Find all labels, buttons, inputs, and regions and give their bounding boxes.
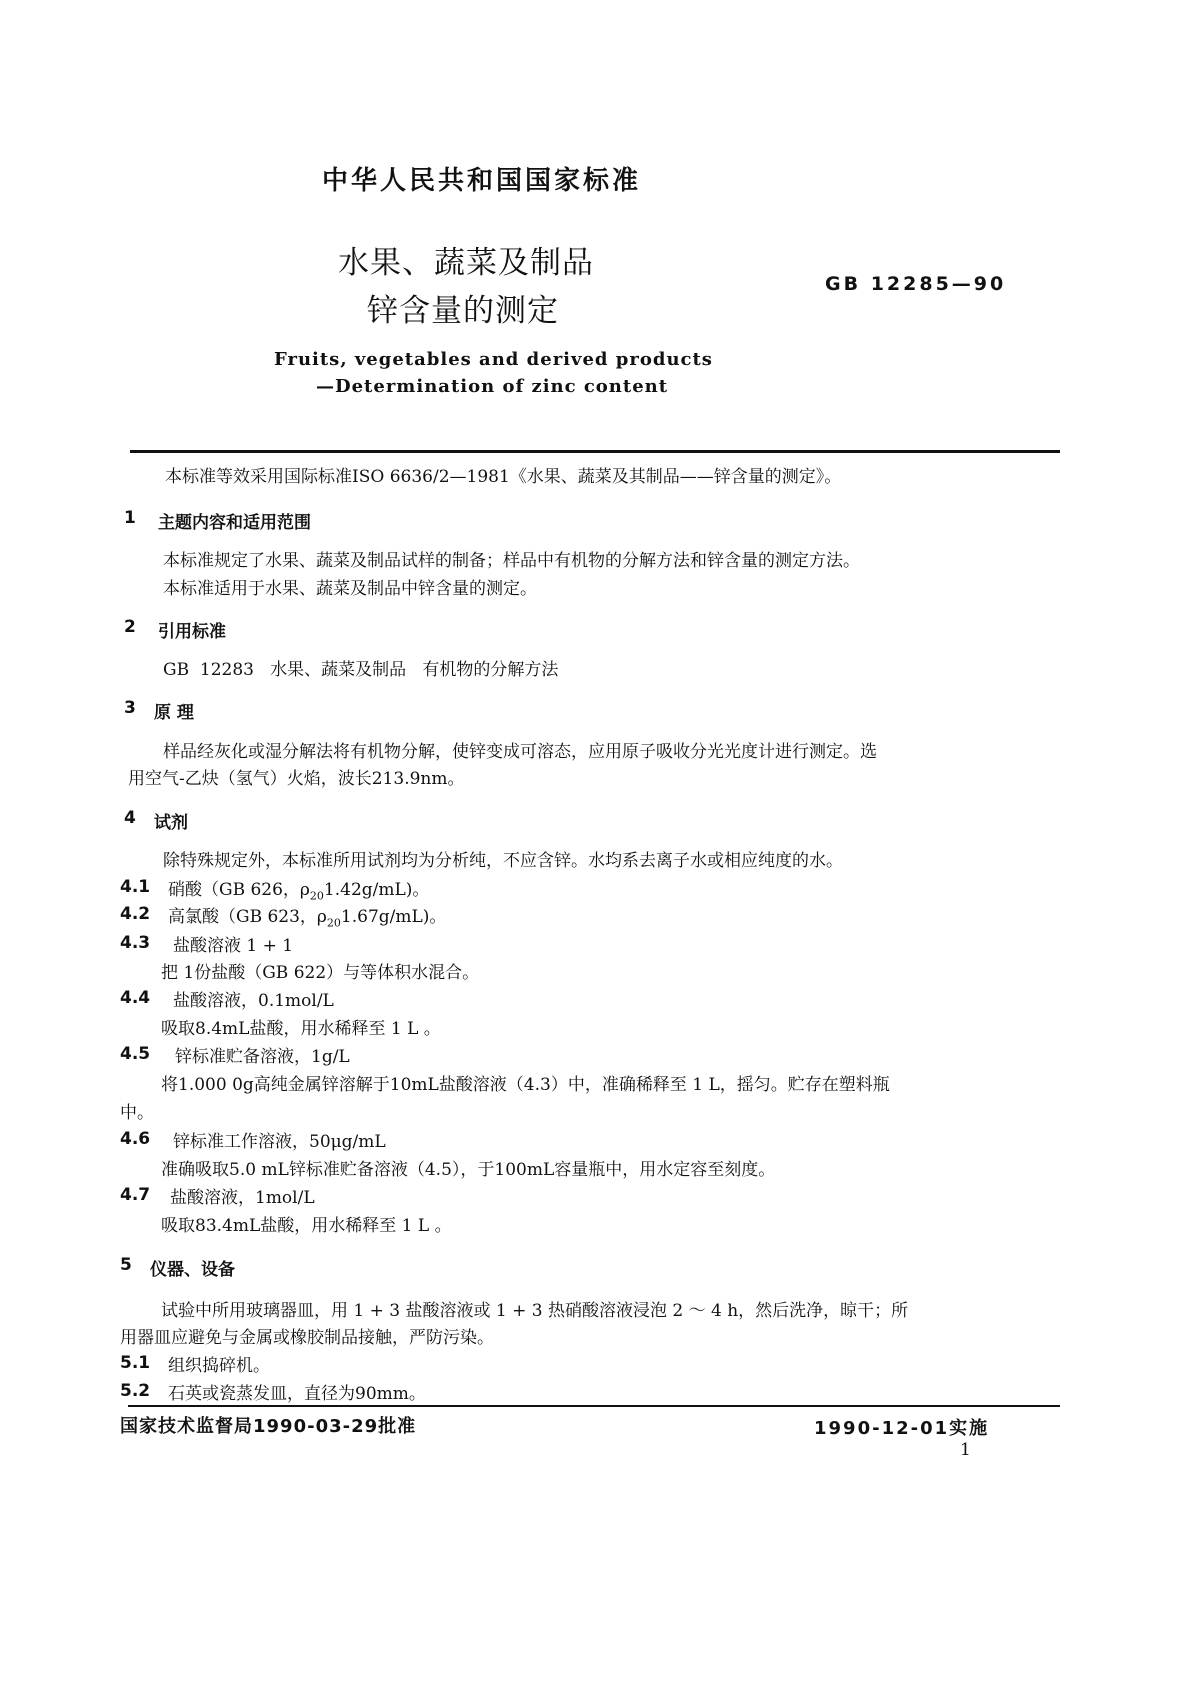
item-4-3-number: 4.3	[120, 933, 151, 953]
section-4-intro: 除特殊规定外，本标准所用试剂均为分析纯，不应含锌。水均系去离子水或相应纯度的水。	[163, 851, 843, 871]
standard-number: GB 12285—90	[825, 273, 1007, 295]
item-4-7-title: 盐酸溶液，1mol/L	[170, 1188, 315, 1208]
item-4-7-number: 4.7	[120, 1185, 151, 1205]
doc-title-line2: 锌含量的测定	[367, 293, 559, 329]
section-3-title: 原 理	[154, 703, 194, 723]
section-2-title: 引用标准	[158, 622, 226, 642]
item-4-4-title: 盐酸溶液，0.1mol/L	[173, 991, 334, 1011]
section-5-paragraph-1: 试验中所用玻璃器皿，用 1 + 3 盐酸溶液或 1 + 3 热硝酸溶液浸泡 2 ～ 4 h，然后洗净，晾干；所	[161, 1301, 909, 1321]
item-4-3-text: 把 1份盐酸（GB 622）与等体积水混合。	[161, 963, 480, 983]
footer-divider	[128, 1405, 1060, 1407]
referenced-standard: GB 12283 水果、蔬菜及制品 有机物的分解方法	[163, 660, 559, 680]
item-4-1-number: 4.1	[120, 877, 151, 897]
item-5-1-number: 5.1	[120, 1353, 151, 1373]
english-title-line2: —Determination of zinc content	[316, 376, 669, 397]
header-divider	[130, 450, 1060, 453]
section-5-title: 仪器、设备	[150, 1260, 235, 1280]
section-1-paragraph-1: 本标准规定了水果、蔬菜及制品试样的制备；样品中有机物的分解方法和锌含量的测定方法。	[163, 551, 860, 571]
item-4-5-text-line2: 中。	[120, 1103, 154, 1123]
item-4-7-text: 吸取83.4mL盐酸，用水稀释至 1 L 。	[161, 1216, 452, 1236]
section-3-number: 3	[124, 698, 136, 718]
item-4-6-text: 准确吸取5.0 mL锌标准贮备溶液（4.5），于100mL容量瓶中，用水定容至刻度。	[161, 1160, 776, 1180]
intro-text: 本标准等效采用国际标准ISO 6636/2—1981《水果、蔬菜及其制品——锌含量的测定》。	[165, 467, 842, 487]
section-4-number: 4	[124, 808, 136, 828]
issuing-authority: 中华人民共和国国家标准	[322, 166, 642, 196]
item-5-1-text: 组织捣碎机。	[168, 1356, 270, 1376]
item-4-6-number: 4.6	[120, 1129, 151, 1149]
item-4-5-title: 锌标准贮备溶液，1g/L	[175, 1047, 350, 1067]
section-1-number: 1	[124, 508, 136, 528]
item-5-2-number: 5.2	[120, 1381, 151, 1401]
section-3-paragraph-1: 样品经灰化或湿分解法将有机物分解，使锌变成可溶态，应用原子吸收分光光度计进行测定。选	[163, 742, 877, 762]
section-1-title: 主题内容和适用范围	[158, 513, 311, 533]
item-4-5-number: 4.5	[120, 1044, 151, 1064]
effective-date: 1990-12-01实施	[814, 1418, 990, 1439]
item-4-5-text-line1: 将1.000 0g高纯金属锌溶解于10mL盐酸溶液（4.3）中，准确稀释至 1 L，摇匀。贮存在塑料瓶	[161, 1075, 890, 1095]
item-4-3-title: 盐酸溶液 1 + 1	[173, 936, 294, 956]
section-4-title: 试剂	[154, 813, 188, 833]
item-4-4-text: 吸取8.4mL盐酸，用水稀释至 1 L 。	[161, 1019, 441, 1039]
approval-date: 国家技术监督局1990-03-29批准	[120, 1416, 417, 1437]
item-4-2-number: 4.2	[120, 904, 151, 924]
page-number: 1	[960, 1440, 971, 1460]
section-3-paragraph-2: 用空气-乙炔（氢气）火焰，波长213.9nm。	[128, 769, 465, 789]
section-5-paragraph-2: 用器皿应避免与金属或橡胶制品接触，严防污染。	[120, 1328, 494, 1348]
item-4-1-text: 硝酸（GB 626，$\rho_{20}1.42g/mL$)。	[168, 880, 430, 903]
item-5-2-text: 石英或瓷蒸发皿，直径为90mm。	[168, 1384, 426, 1404]
section-2-number: 2	[124, 617, 136, 637]
section-5-number: 5	[120, 1255, 132, 1275]
item-4-4-number: 4.4	[120, 988, 151, 1008]
doc-title-line1: 水果、蔬菜及制品	[338, 245, 594, 281]
item-4-6-title: 锌标准工作溶液，50μg/mL	[173, 1132, 386, 1152]
section-1-paragraph-2: 本标准适用于水果、蔬菜及制品中锌含量的测定。	[163, 579, 537, 599]
item-4-2-text: 高氯酸（GB 623，$\rho_{20}1.67g/mL$)。	[168, 907, 447, 930]
english-title-line1: Fruits, vegetables and derived products	[274, 349, 713, 370]
